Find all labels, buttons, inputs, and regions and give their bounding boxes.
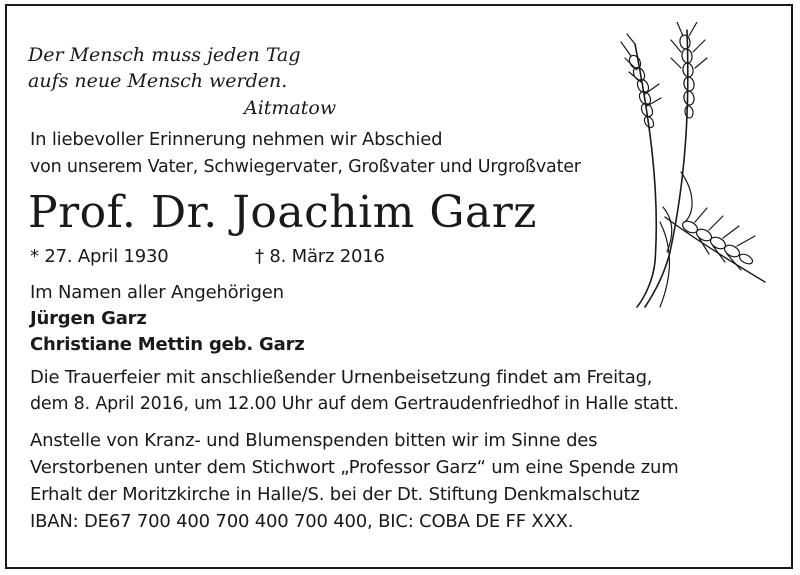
intro-line-2: von unserem Vater, Schwiegervater, Großvater und Urgroßvater — [30, 157, 581, 177]
death-date: † 8. März 2016 — [255, 246, 385, 267]
ceremony-line-2: dem 8. April 2016, um 12.00 Uhr auf dem Gertraudenfriedhof in Halle statt. — [30, 394, 679, 414]
quote-line-2: aufs neue Mensch werden. — [28, 70, 288, 92]
donation-line-4: IBAN: DE67 700 400 700 400 700 400, BIC: COBA DE FF XXX. — [30, 511, 574, 532]
deceased-name: Prof. Dr. Joachim Garz — [28, 187, 537, 238]
birth-date: * 27. April 1930 — [30, 246, 169, 267]
family-member-1: Jürgen Garz — [30, 308, 147, 329]
wheat-ears-icon — [615, 22, 785, 317]
donation-line-3: Erhalt der Moritzkirche in Halle/S. bei der Dt. Stiftung Denkmalschutz — [30, 484, 640, 505]
family-intro: Im Namen aller Angehörigen — [30, 282, 284, 303]
ceremony-line-1: Die Trauerfeier mit anschließender Urnenbeisetzung findet am Freitag, — [30, 367, 653, 388]
family-member-2: Christiane Mettin geb. Garz — [30, 334, 305, 355]
quote-line-1: Der Mensch muss jeden Tag — [28, 44, 301, 66]
quote-author: Aitmatow — [244, 97, 337, 119]
donation-line-1: Anstelle von Kranz- und Blumenspenden bitten wir im Sinne des — [30, 430, 598, 451]
donation-line-2: Verstorbenen unter dem Stichwort „Professor Garz“ um eine Spende zum — [30, 457, 679, 478]
intro-line-1: In liebevoller Erinnerung nehmen wir Abschied — [30, 129, 443, 150]
